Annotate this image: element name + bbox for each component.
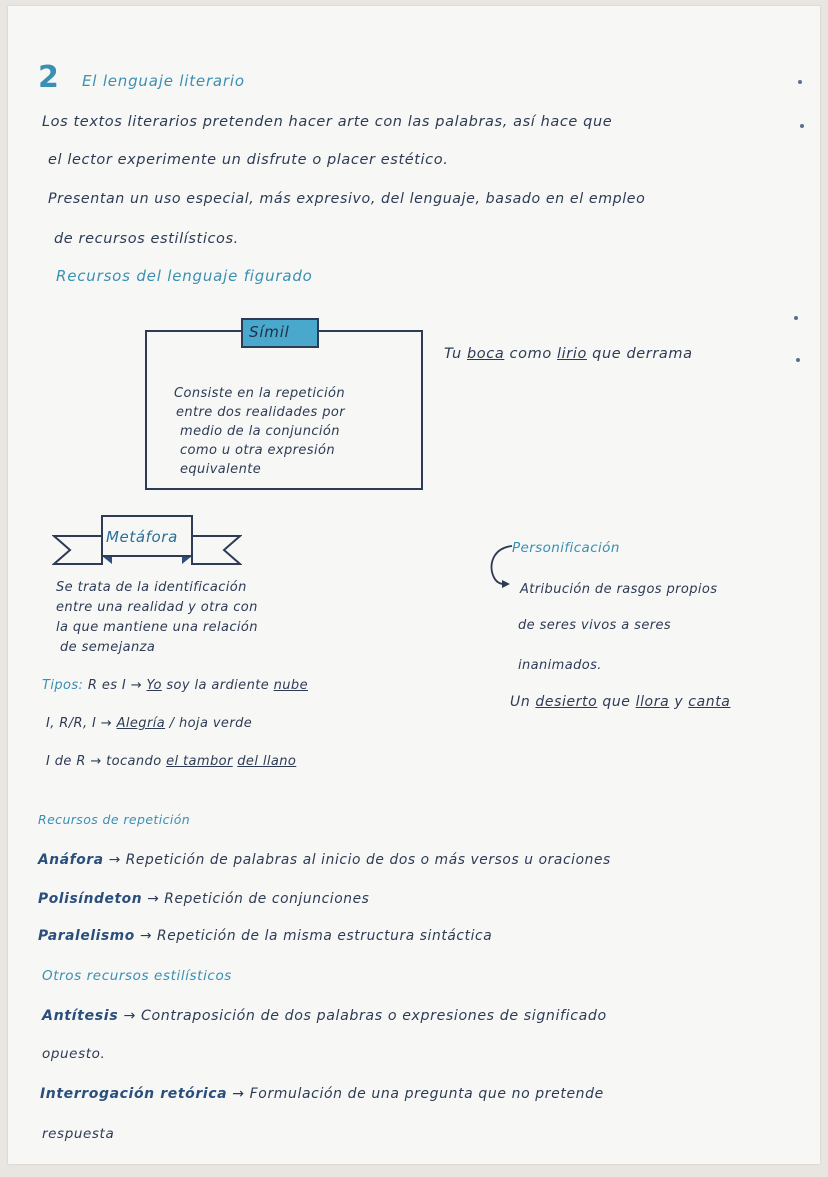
otros-item-antitesis-cont: opuesto. bbox=[42, 1046, 106, 1062]
simil-label: Símil bbox=[249, 323, 290, 341]
otros-heading: Otros recursos estilísticos bbox=[42, 968, 232, 984]
metafora-label: Metáfora bbox=[106, 528, 178, 546]
otros-item-interrogacion: Interrogación retórica → Formulación de una pregunta que no pretende bbox=[40, 1086, 604, 1102]
repeticion-heading: Recursos de repetición bbox=[38, 812, 191, 827]
personificacion-desc-2: de seres vivos a seres bbox=[518, 618, 672, 633]
margin-dot bbox=[794, 316, 798, 320]
metafora-desc-4: de semejanza bbox=[60, 640, 156, 655]
personificacion-desc-1: Atribución de rasgos propios bbox=[520, 582, 718, 597]
personificacion-example: Un desierto que llora y canta bbox=[510, 694, 731, 710]
simil-desc-2: entre dos realidades por bbox=[176, 405, 345, 420]
repeticion-item-anafora: Anáfora → Repetición de palabras al inicio de dos o más versos u oraciones bbox=[38, 852, 611, 868]
figurado-heading: Recursos del lenguaje figurado bbox=[56, 267, 313, 285]
repeticion-item-paralelismo: Paralelismo → Repetición de la misma estructura sintáctica bbox=[38, 928, 493, 944]
personificacion-desc-3: inanimados. bbox=[518, 658, 602, 673]
section-title: El lenguaje literario bbox=[82, 72, 245, 90]
metafora-tipos-3: I de R → tocando el tambor del llano bbox=[46, 754, 297, 769]
repeticion-item-polisindeton: Polisíndeton → Repetición de conjunciones bbox=[38, 891, 370, 907]
notebook-page bbox=[8, 6, 820, 1164]
simil-desc-3: medio de la conjunción bbox=[180, 424, 340, 439]
metafora-tipos-2: I, R/R, I → Alegría / hoja verde bbox=[46, 716, 253, 731]
margin-dot bbox=[798, 80, 802, 84]
simil-label-tag bbox=[241, 318, 319, 348]
otros-item-antitesis: Antítesis → Contraposición de dos palabras o expresiones de significado bbox=[42, 1008, 607, 1024]
metafora-desc-1: Se trata de la identificación bbox=[56, 580, 247, 595]
personificacion-label: Personificación bbox=[512, 540, 620, 556]
intro-line-4: de recursos estilísticos. bbox=[54, 231, 239, 247]
intro-line-2: el lector experimente un disfrute o placer estético. bbox=[48, 152, 449, 168]
section-number: 2 bbox=[38, 60, 59, 95]
intro-line-1: Los textos literarios pretenden hacer arte con las palabras, así hace que bbox=[42, 114, 613, 130]
intro-line-3: Presentan un uso especial, más expresivo, del lenguaje, basado en el empleo bbox=[48, 191, 646, 207]
margin-dot bbox=[796, 358, 800, 362]
simil-desc-5: equivalente bbox=[180, 462, 262, 477]
simil-desc-1: Consiste en la repetición bbox=[174, 386, 345, 401]
metafora-desc-3: la que mantiene una relación bbox=[56, 620, 258, 635]
otros-item-interrogacion-cont: respuesta bbox=[42, 1126, 115, 1142]
metafora-tipos-1: Tipos: R es I → Yo soy la ardiente nube bbox=[42, 678, 308, 693]
margin-dot bbox=[800, 124, 804, 128]
metafora-desc-2: entre una realidad y otra con bbox=[56, 600, 258, 615]
simil-desc-4: como u otra expresión bbox=[180, 443, 335, 458]
simil-example: Tu boca como lirio que derrama bbox=[444, 346, 693, 362]
